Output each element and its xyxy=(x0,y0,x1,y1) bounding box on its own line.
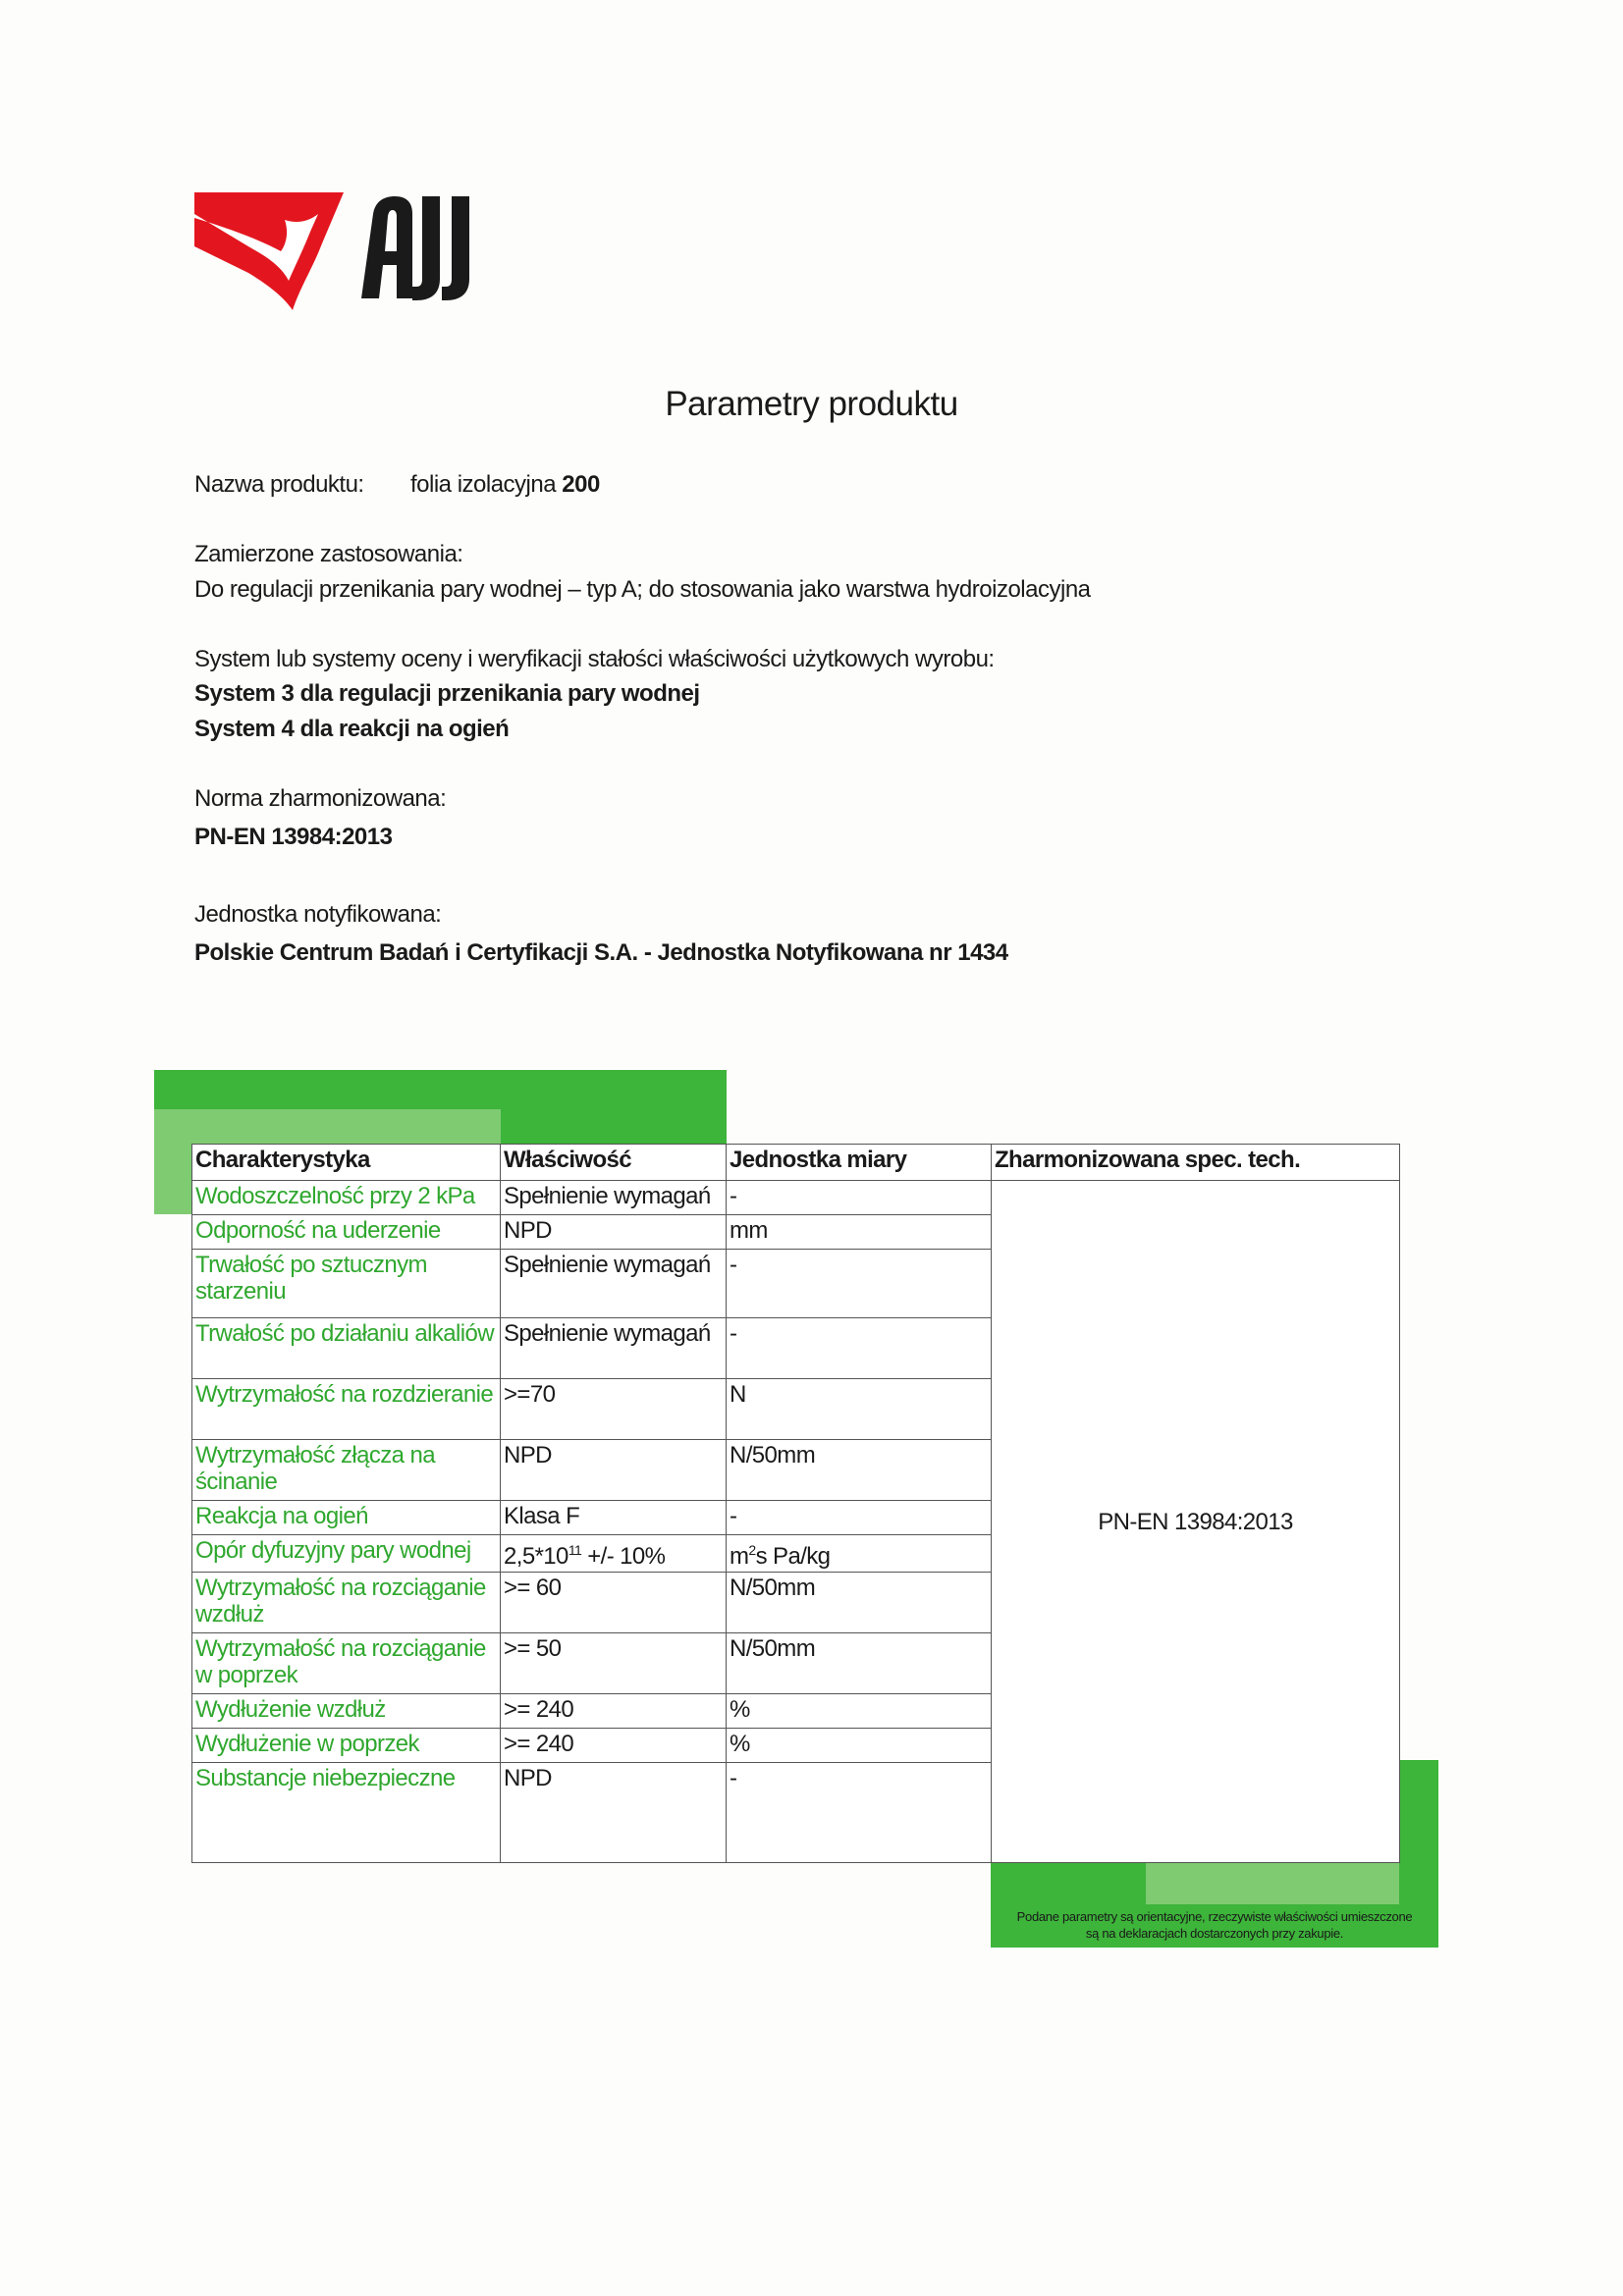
row-unit: mm xyxy=(727,1215,992,1250)
row-unit: - xyxy=(727,1763,992,1863)
header-property: Właściwość xyxy=(501,1145,727,1181)
unit-rest: s Pa/kg xyxy=(755,1543,831,1570)
row-characteristic: Odporność na uderzenie xyxy=(192,1215,501,1250)
system-label: System lub systemy oceny i weryfikacji stałości właściwości użytkowych wyrobu: xyxy=(194,646,995,672)
intended-use-value: Do regulacji przenikania pary wodnej – typ A; do stosowania jako warstwa hydroizolacyjna xyxy=(194,576,1091,603)
row-characteristic: Opór dyfuzyjny pary wodnej xyxy=(192,1535,501,1573)
property-exponent: 11 xyxy=(568,1542,582,1558)
row-characteristic: Wytrzymałość na rozciąganie wzdłuż xyxy=(192,1573,501,1633)
product-name-text: folia izolacyjna xyxy=(410,471,563,498)
disclaimer-line-1: Podane parametry są orientacyjne, rzeczywiste właściwości umieszczone xyxy=(1016,1909,1413,1924)
row-property: >= 60 xyxy=(501,1573,727,1633)
row-unit: N xyxy=(727,1379,992,1440)
row-unit: N/50mm xyxy=(727,1633,992,1694)
row-unit: N/50mm xyxy=(727,1440,992,1501)
row-characteristic: Wytrzymałość złącza na ścinanie xyxy=(192,1440,501,1501)
system-line-2: System 4 dla reakcji na ogień xyxy=(194,716,510,742)
row-property xyxy=(501,1535,727,1573)
table-header-row xyxy=(192,1145,1400,1181)
notified-body-value: Polskie Centrum Badań i Certyfikacji S.A. - Jednostka Notyfikowana nr 1434 xyxy=(194,939,1008,966)
norm-value: PN-EN 13984:2013 xyxy=(194,824,393,850)
row-unit: - xyxy=(727,1318,992,1379)
row-unit: % xyxy=(727,1694,992,1729)
row-property: Spełnienie wymagań xyxy=(501,1250,727,1318)
row-characteristic: Wydłużenie w poprzek xyxy=(192,1729,501,1763)
product-name-value xyxy=(410,471,600,499)
green-band-bottom-light xyxy=(1146,1859,1399,1904)
header-characteristic: Charakterystyka xyxy=(192,1145,501,1181)
page-title: Parametry produktu xyxy=(665,385,958,423)
green-band-right xyxy=(1399,1760,1438,1904)
row-unit: - xyxy=(727,1181,992,1215)
intended-use-label: Zamierzone zastosowania: xyxy=(194,541,463,567)
system-line-1: System 3 dla regulacji przenikania pary wodnej xyxy=(194,680,700,707)
row-property: >=70 xyxy=(501,1379,727,1440)
row-characteristic: Trwałość po sztucznym starzeniu xyxy=(192,1250,501,1318)
row-property: Spełnienie wymagań xyxy=(501,1181,727,1215)
row-characteristic: Reakcja na ogień xyxy=(192,1501,501,1535)
unit-exponent: 2 xyxy=(748,1542,756,1558)
green-band-top-dark xyxy=(501,1109,727,1145)
row-property: NPD xyxy=(501,1763,727,1863)
row-property: >= 240 xyxy=(501,1729,727,1763)
property-base: 2,5*10 xyxy=(504,1543,568,1570)
row-unit: % xyxy=(727,1729,992,1763)
product-name-number: 200 xyxy=(562,471,600,498)
row-property: >= 240 xyxy=(501,1694,727,1729)
notified-body-label: Jednostka notyfikowana: xyxy=(194,901,442,928)
spec-cell: PN-EN 13984:2013 xyxy=(992,1181,1400,1863)
table-row xyxy=(192,1181,1400,1215)
disclaimer-line-2: są na deklaracjach dostarczonych przy zakupie. xyxy=(1085,1926,1344,1941)
ajj-logo xyxy=(194,192,499,318)
row-unit: - xyxy=(727,1250,992,1318)
row-property: NPD xyxy=(501,1215,727,1250)
header-unit: Jednostka miary xyxy=(727,1145,992,1181)
row-unit: N/50mm xyxy=(727,1573,992,1633)
parameters-table xyxy=(191,1144,1400,1863)
row-unit: - xyxy=(727,1501,992,1535)
disclaimer-footnote xyxy=(991,1904,1438,1948)
row-characteristic: Wydłużenie wzdłuż xyxy=(192,1694,501,1729)
row-property: >= 50 xyxy=(501,1633,727,1694)
row-characteristic: Wodoszczelność przy 2 kPa xyxy=(192,1181,501,1215)
row-characteristic: Wytrzymałość na rozciąganie w poprzek xyxy=(192,1633,501,1694)
row-characteristic: Wytrzymałość na rozdzieranie xyxy=(192,1379,501,1440)
green-band-bottom-dark xyxy=(991,1859,1146,1904)
row-property: Klasa F xyxy=(501,1501,727,1535)
product-name-label: Nazwa produktu: xyxy=(194,471,364,498)
row-characteristic: Substancje niebezpieczne xyxy=(192,1763,501,1863)
row-characteristic: Trwałość po działaniu alkaliów xyxy=(192,1318,501,1379)
header-spec: Zharmonizowana spec. tech. xyxy=(992,1145,1400,1181)
green-band-top xyxy=(154,1070,727,1109)
row-unit xyxy=(727,1535,992,1573)
row-property: Spełnienie wymagań xyxy=(501,1318,727,1379)
unit-base: m xyxy=(730,1543,749,1570)
norm-label: Norma zharmonizowana: xyxy=(194,785,447,812)
row-property: NPD xyxy=(501,1440,727,1501)
property-tolerance: +/- 10% xyxy=(581,1543,666,1570)
